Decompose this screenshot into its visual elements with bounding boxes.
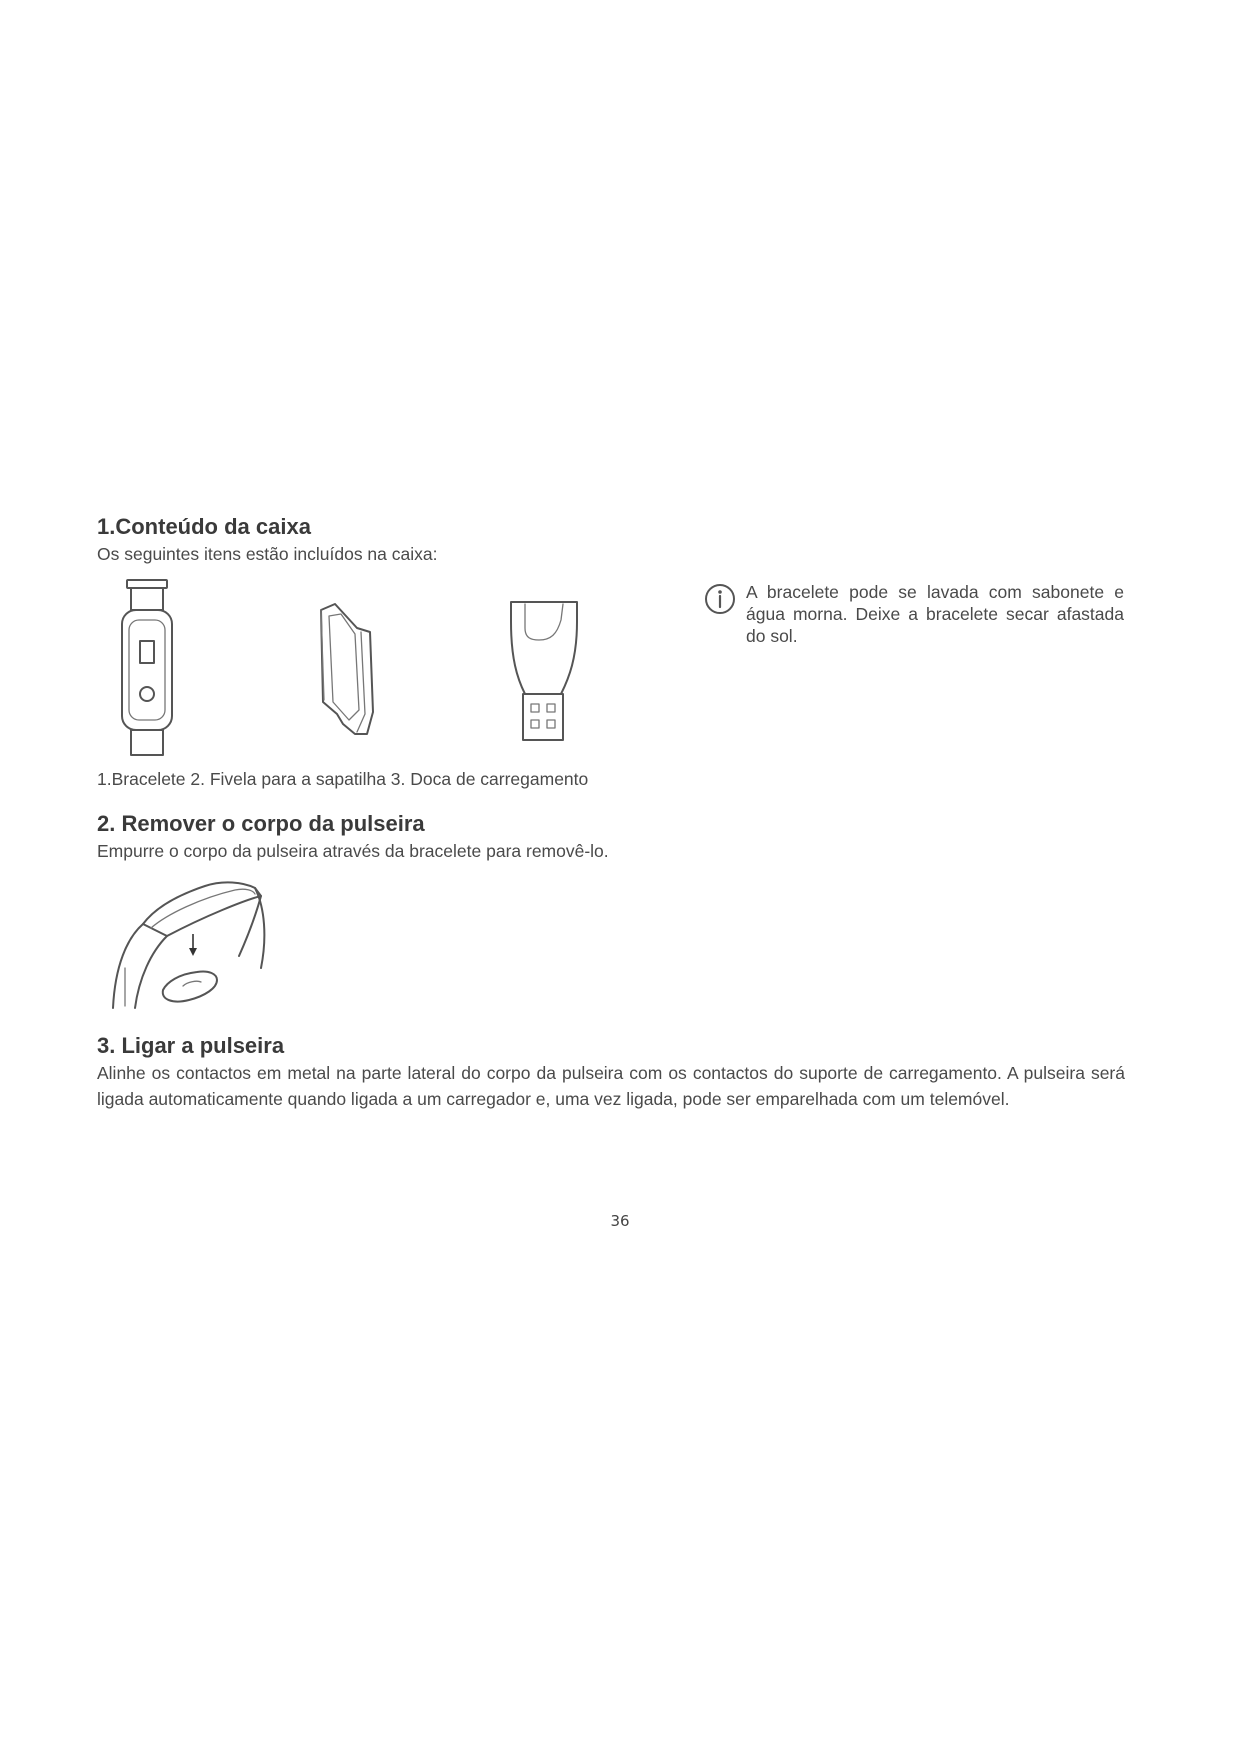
info-icon — [704, 583, 736, 615]
section-1-heading: 1.Conteúdo da caixa — [97, 514, 311, 539]
shoe-clip-illustration — [315, 602, 375, 742]
page-number: 36 — [610, 1212, 630, 1230]
remove-body-illustration — [105, 878, 275, 1018]
section-3-text: Alinhe os contactos em metal na parte lateral do corpo da pulseira com os contactos do suporte de carregamento. A pulseira será ligada automaticamente quando ligada a um carregador e, uma vez ligada, pode ser emparelhada com um telemóvel. — [97, 1063, 1125, 1109]
section-2-text: Empurre o corpo da pulseira através da bracelete para removê-lo. — [97, 841, 609, 861]
bracelet-illustration — [118, 578, 178, 758]
section-3-heading: 3. Ligar a pulseira — [97, 1033, 285, 1058]
section-1-intro: Os seguintes itens estão incluídos na caixa: — [97, 544, 438, 564]
section-2-heading: 2. Remover o corpo da pulseira — [97, 811, 425, 836]
charging-dock-illustration — [505, 598, 585, 748]
section-1-caption: 1.Bracelete 2. Fivela para a sapatilha 3. Doca de carregamento — [97, 769, 589, 789]
cleaning-note: A bracelete pode se lavada com sabonete e água morna. Deixe a bracelete secar afastada do sol. — [746, 582, 1124, 646]
